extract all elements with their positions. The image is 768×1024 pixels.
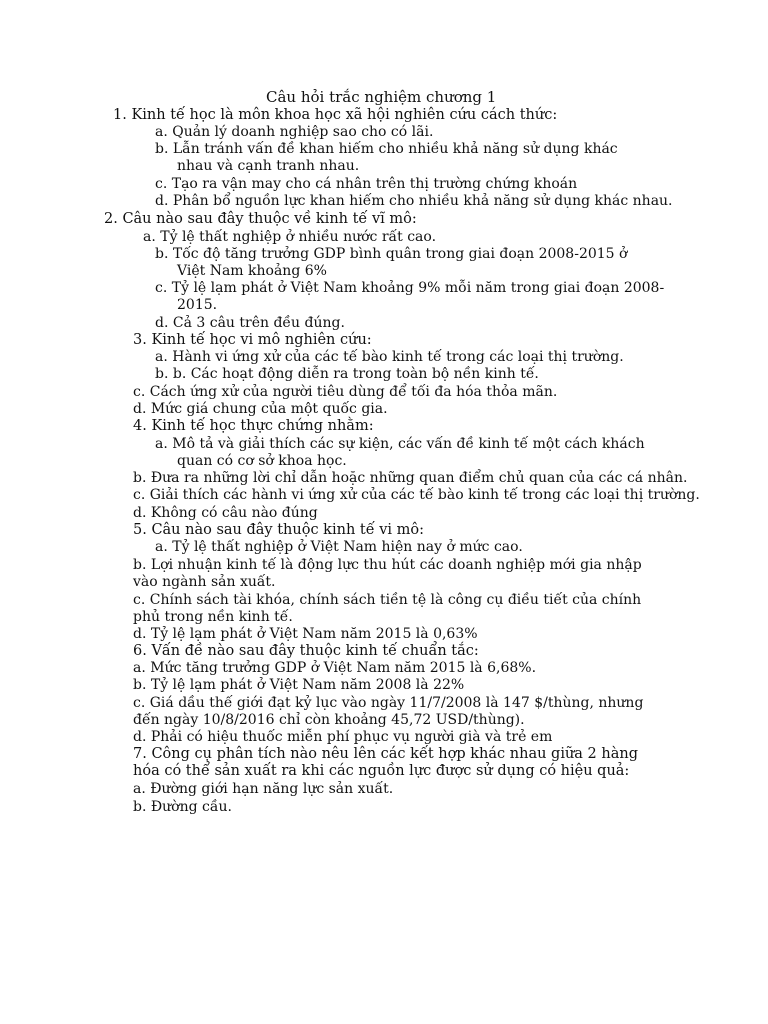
q7-option-b: b. Đường cầu. bbox=[133, 799, 232, 815]
q2-option-d: d. Cả 3 câu trên đều đúng. bbox=[155, 315, 345, 331]
question-3: 3. Kinh tế học vi mô nghiên cứu: bbox=[133, 332, 372, 348]
q4-option-a: a. Mô tả và giải thích các sự kiện, các vấn đề kinh tế một cách khách bbox=[155, 436, 645, 452]
q4-option-a-cont: quan có cơ sở khoa học. bbox=[177, 453, 347, 469]
question-4: 4. Kinh tế học thực chứng nhằm: bbox=[133, 418, 374, 434]
q1-option-d: d. Phân bổ nguồn lực khan hiếm cho nhiều khả năng sử dụng khác nhau. bbox=[155, 193, 673, 209]
q3-option-b: b. b. Các hoạt động diễn ra trong toàn bộ nền kinh tế. bbox=[155, 366, 539, 382]
q2-option-c: c. Tỷ lệ lạm phát ở Việt Nam khoảng 9% mỗi năm trong giai đoạn 2008- bbox=[155, 280, 665, 296]
q5-option-b-cont: vào ngành sản xuất. bbox=[133, 574, 276, 590]
q4-option-c: c. Giải thích các hành vi ứng xử của các tế bào kinh tế trong các loại thị trường. bbox=[133, 487, 700, 503]
q5-option-d: d. Tỷ lệ lạm phát ở Việt Nam năm 2015 là 0,63% bbox=[133, 626, 478, 642]
q4-option-b: b. Đưa ra những lời chỉ dẫn hoặc những quan điểm chủ quan của các cá nhân. bbox=[133, 470, 688, 486]
question-2: 2. Câu nào sau đây thuộc về kinh tế vĩ mô: bbox=[104, 211, 417, 227]
q1-option-b: b. Lẫn tránh vấn đề khan hiếm cho nhiều khả năng sử dụng khác bbox=[155, 141, 618, 157]
q7-option-a: a. Đường giới hạn năng lực sản xuất. bbox=[133, 781, 394, 797]
q3-option-d: d. Mức giá chung của một quốc gia. bbox=[133, 401, 388, 417]
question-6: 6. Vấn đề nào sau đây thuộc kinh tế chuẩn tắc: bbox=[133, 643, 479, 659]
q3-option-a: a. Hành vi ứng xử của các tế bào kinh tế trong các loại thị trường. bbox=[155, 349, 624, 365]
q6-option-c-cont: đến ngày 10/8/2016 chỉ còn khoảng 45,72 USD/thùng). bbox=[133, 712, 525, 728]
q3-option-c: c. Cách ứng xử của người tiêu dùng để tối đa hóa thỏa mãn. bbox=[133, 384, 558, 400]
question-1: 1. Kinh tế học là môn khoa học xã hội nghiên cứu cách thức: bbox=[113, 107, 558, 123]
q1-option-c: c. Tạo ra vận may cho cá nhân trên thị trường chứng khoán bbox=[155, 176, 578, 192]
q5-option-c-cont: phủ trong nền kinh tế. bbox=[133, 609, 293, 625]
q2-option-b: b. Tốc độ tăng trưởng GDP bình quân trong giai đoạn 2008-2015 ở bbox=[155, 246, 628, 262]
question-5: 5. Câu nào sau đây thuộc kinh tế vi mô: bbox=[133, 522, 425, 538]
q5-option-a: a. Tỷ lệ thất nghiệp ở Việt Nam hiện nay ở mức cao. bbox=[155, 539, 523, 555]
q6-option-b: b. Tỷ lệ lạm phát ở Việt Nam năm 2008 là 22% bbox=[133, 677, 465, 693]
question-7: 7. Công cụ phân tích nào nêu lên các kết hợp khác nhau giữa 2 hàng bbox=[133, 746, 638, 762]
q1-option-b-cont: nhau và cạnh tranh nhau. bbox=[177, 158, 360, 174]
page-title: Câu hỏi trắc nghiệm chương 1 bbox=[266, 88, 497, 106]
q2-option-a: a. Tỷ lệ thất nghiệp ở nhiều nước rất cao. bbox=[143, 229, 437, 245]
q2-option-b-cont: Việt Nam khoảng 6% bbox=[177, 263, 327, 279]
q6-option-a: a. Mức tăng trưởng GDP ở Việt Nam năm 2015 là 6,68%. bbox=[133, 660, 537, 676]
question-7-cont: hóa có thể sản xuất ra khi các nguồn lực được sử dụng có hiệu quả: bbox=[133, 763, 630, 779]
q6-option-d: d. Phải có hiệu thuốc miễn phí phục vụ người già và trẻ em bbox=[133, 729, 553, 745]
q1-option-a: a. Quản lý doanh nghiệp sao cho có lãi. bbox=[155, 124, 434, 140]
q2-option-c-cont: 2015. bbox=[177, 297, 218, 313]
q5-option-c: c. Chính sách tài khóa, chính sách tiền tệ là công cụ điều tiết của chính bbox=[133, 592, 642, 608]
q6-option-c: c. Giá dầu thế giới đạt kỷ lục vào ngày 11/7/2008 là 147 $/thùng, nhưng bbox=[133, 695, 644, 711]
q5-option-b: b. Lợi nhuận kinh tế là động lực thu hút các doanh nghiệp mới gia nhập bbox=[133, 557, 642, 573]
q4-option-d: d. Không có câu nào đúng bbox=[133, 505, 318, 521]
